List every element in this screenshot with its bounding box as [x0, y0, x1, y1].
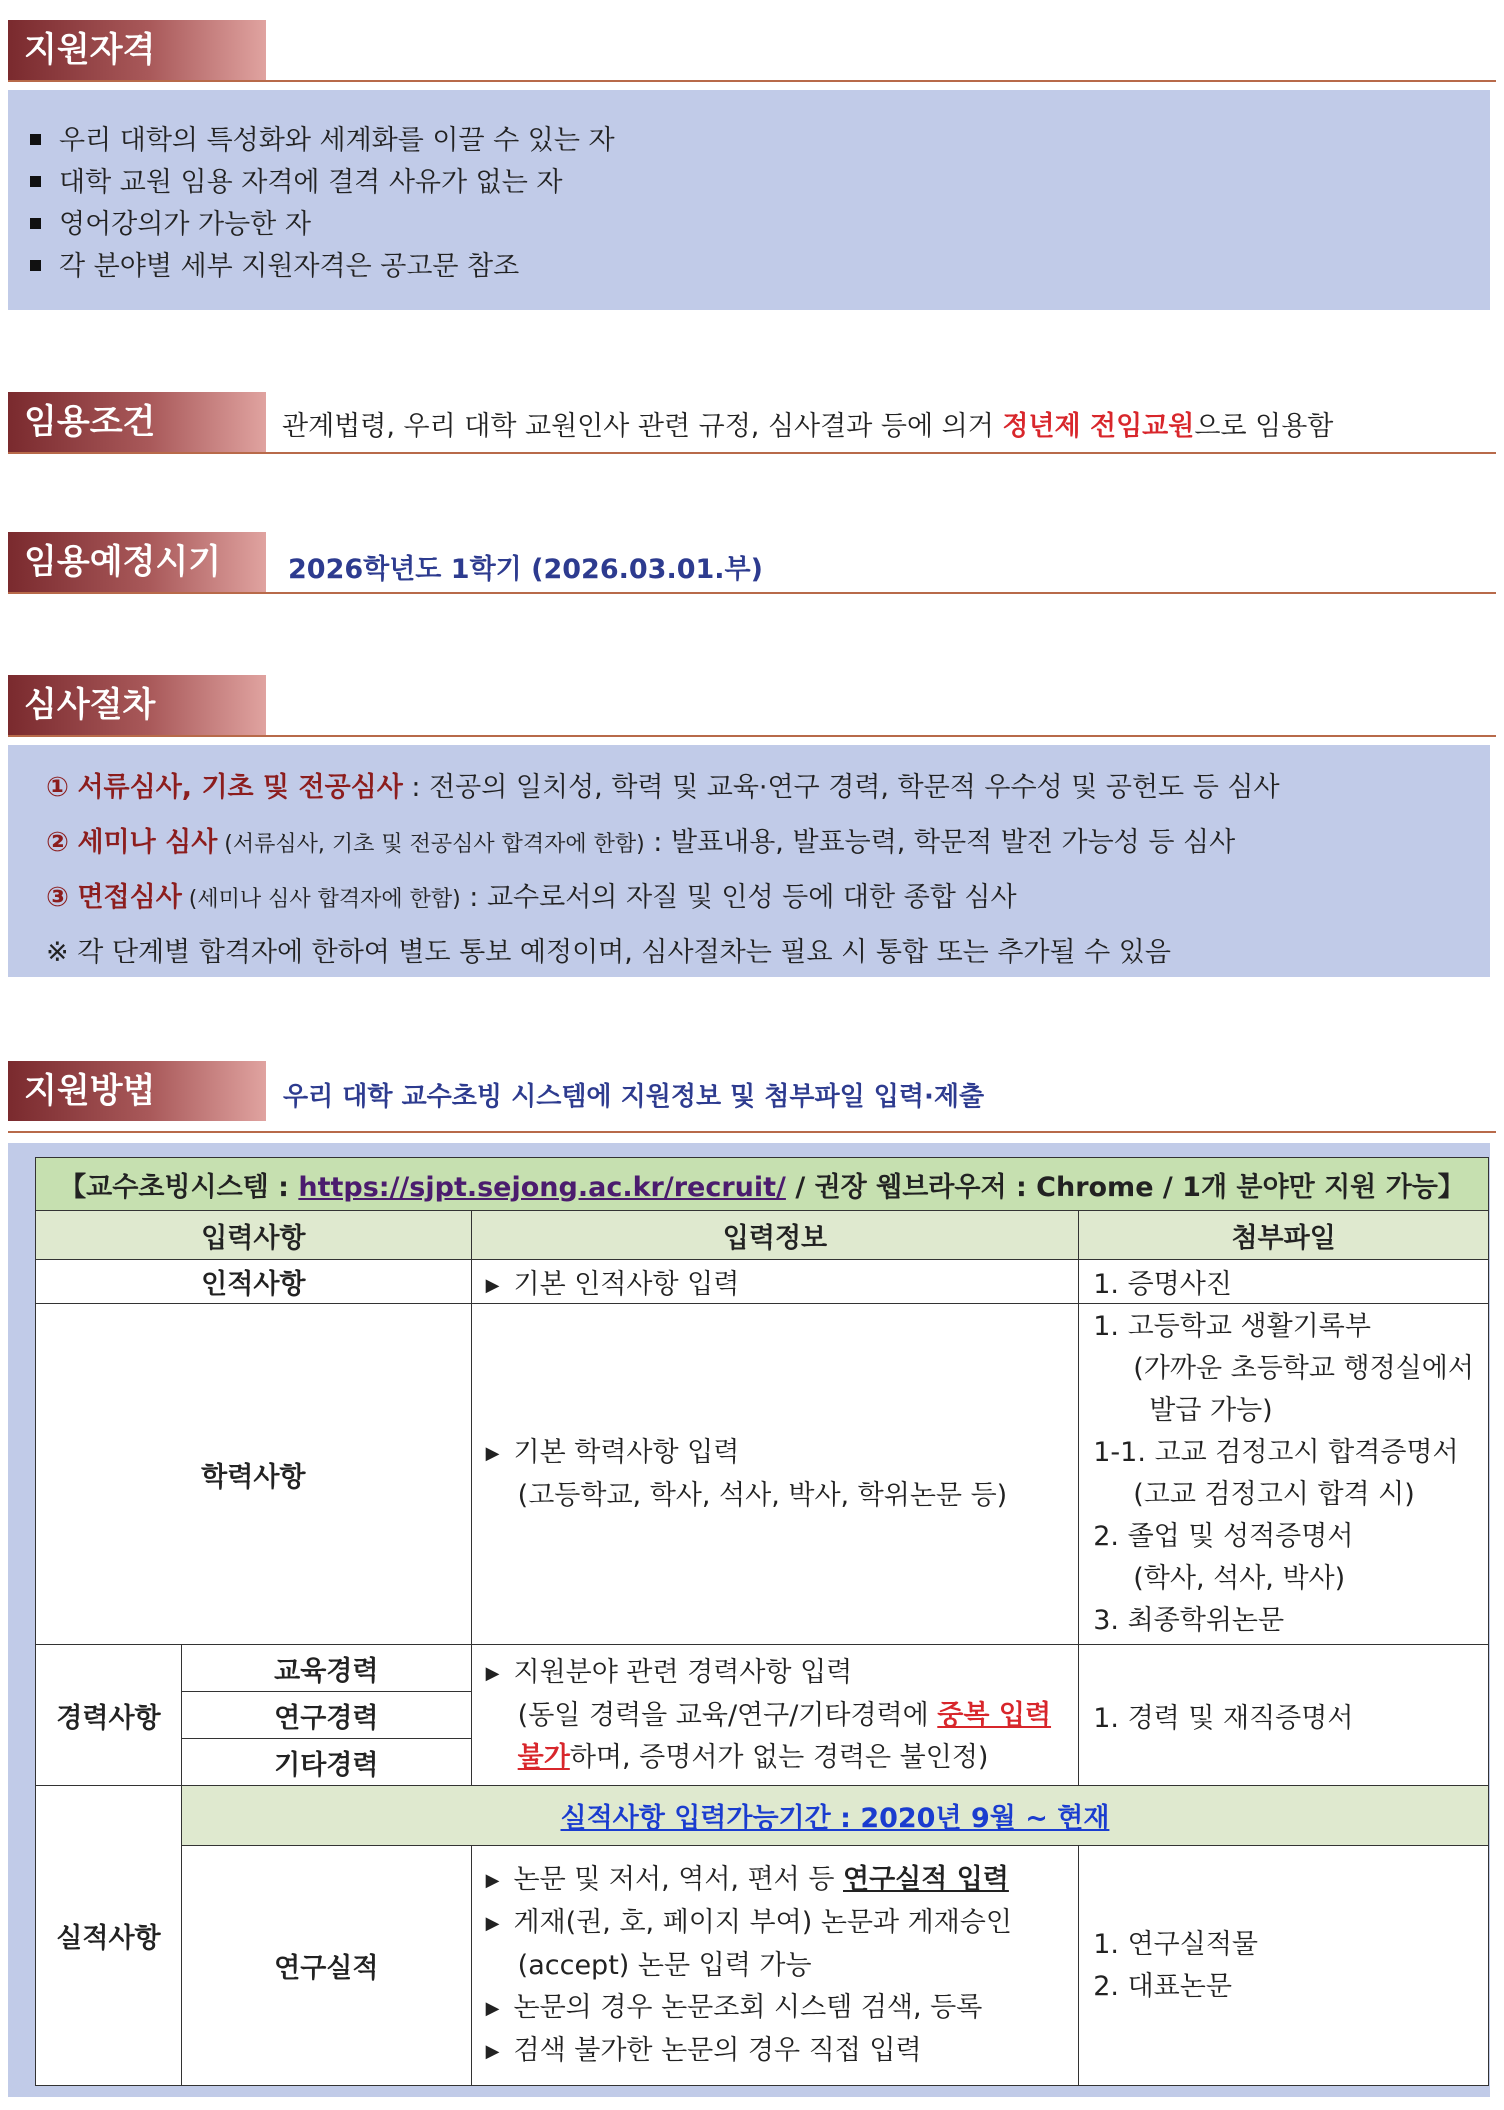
list-item: 대학 교원 임용 자격에 결격 사유가 없는 자 — [30, 162, 615, 204]
row-sublabel: 교육경력 — [181, 1645, 471, 1692]
list-item: 각 분야별 세부 지원자격은 공고문 참조 — [30, 246, 615, 288]
appointment-text: 관계법령, 우리 대학 교원인사 관련 규정, 심사결과 등에 의거 정년제 전임교원으로 임용함 — [282, 411, 1334, 442]
section-title-qualification: 지원자격 — [8, 20, 266, 80]
divider — [8, 80, 1496, 82]
application-table — [35, 1157, 1489, 2086]
divider — [8, 735, 1496, 737]
bullet-icon — [30, 260, 41, 271]
triangle-bullet-icon: ▶ — [485, 1442, 500, 1464]
row-label: 인적사항 — [36, 1260, 472, 1304]
table-row — [36, 1304, 1489, 1645]
period-banner: 실적사항 입력가능기간 : 2020년 9월 ~ 현재 — [181, 1786, 1488, 1846]
cell: 1. 경력 및 재직증명서 — [1079, 1645, 1489, 1786]
review-panel — [8, 745, 1490, 977]
triangle-bullet-icon: ▶ — [485, 1662, 500, 1684]
list-item: 우리 대학의 특성화와 세계화를 이끌 수 있는 자 — [30, 120, 615, 162]
review-step: ① 서류심사, 기초 및 전공심사 : 전공의 일치성, 학력 및 교육·연구 경력, 학문적 우수성 및 공헌도 등 심사 — [46, 772, 1280, 803]
section-title-appointment: 임용조건 — [8, 392, 266, 452]
cell: ▶ 기본 학력사항 입력 (고등학교, 학사, 석사, 박사, 학위논문 등) — [471, 1304, 1079, 1645]
review-footnote: ※ 각 단계별 합격자에 한하여 별도 통보 예정이며, 심사절차는 필요 시 통합 또는 추가될 수 있음 — [46, 937, 1171, 968]
row-sublabel: 연구실적 — [181, 1846, 471, 2086]
triangle-bullet-icon: ▶ — [485, 1912, 500, 1934]
cell: ▶ 지원분야 관련 경력사항 입력 (동일 경력을 교육/연구/기타경력에 중복 입력 불가하며, 증명서가 없는 경력은 불인정) — [471, 1645, 1079, 1786]
divider — [8, 592, 1496, 594]
bullet-icon — [30, 176, 41, 187]
list-item: 영어강의가 가능한 자 — [30, 204, 615, 246]
cell: ▶ 기본 인적사항 입력 — [471, 1260, 1079, 1304]
column-header: 입력사항 — [36, 1211, 472, 1260]
section-title-review: 심사절차 — [8, 675, 266, 735]
triangle-bullet-icon: ▶ — [485, 1869, 500, 1891]
cell: 1. 증명사진 — [1079, 1260, 1489, 1304]
table-row — [36, 1211, 1489, 1260]
recruit-link[interactable]: https://sjpt.sejong.ac.kr/recruit/ — [298, 1171, 786, 1203]
row-label: 학력사항 — [36, 1304, 472, 1645]
column-header: 첨부파일 — [1079, 1211, 1489, 1260]
column-header: 입력정보 — [471, 1211, 1079, 1260]
triangle-bullet-icon: ▶ — [485, 1997, 500, 2019]
table-row — [36, 1260, 1489, 1304]
triangle-bullet-icon: ▶ — [485, 2040, 500, 2062]
table-row — [36, 1846, 1489, 2086]
system-banner: 【교수초빙시스템 : https://sjpt.sejong.ac.kr/recruit/ / 권장 웹브라우저 : Chrome / 1개 분야만 지원 가능】 — [36, 1158, 1489, 1211]
row-sublabel: 연구경력 — [181, 1692, 471, 1739]
review-step: ② 세미나 심사 (서류심사, 기초 및 전공심사 합격자에 한함) : 발표내용, 발표능력, 학문적 발전 가능성 등 심사 — [46, 827, 1236, 858]
qualification-panel — [8, 90, 1490, 310]
qualification-list — [30, 120, 615, 288]
schedule-text: 2026학년도 1학기 (2026.03.01.부) — [288, 554, 763, 585]
bullet-icon — [30, 134, 41, 145]
table-row — [36, 1158, 1489, 1211]
method-text: 우리 대학 교수초빙 시스템에 지원정보 및 첨부파일 입력·제출 — [283, 1082, 985, 1112]
triangle-bullet-icon: ▶ — [485, 1275, 500, 1296]
row-label: 경력사항 — [36, 1645, 182, 1786]
section-title-schedule: 임용예정시기 — [8, 532, 266, 592]
review-step: ③ 면접심사 (세미나 심사 합격자에 한함) : 교수로서의 자질 및 인성 등에 대한 종합 심사 — [46, 882, 1017, 913]
divider — [8, 452, 1496, 454]
row-sublabel: 기타경력 — [181, 1739, 471, 1786]
row-label: 실적사항 — [36, 1786, 182, 2086]
section-title-method: 지원방법 — [8, 1061, 266, 1121]
table-row — [36, 1786, 1489, 1846]
cell: 1. 연구실적물 2. 대표논문 — [1079, 1846, 1489, 2086]
bullet-icon — [30, 218, 41, 229]
cell: ▶ 논문 및 저서, 역서, 편서 등 연구실적 입력 ▶ 게재(권, 호, 페이지 부여) 논문과 게재승인 (accept) 논문 입력 가능 ▶ 논문의 경우 논문조회 시스템 검색, 등록 ▶ 검색 불가한 논문의 경우 직접 입력 — [471, 1846, 1079, 2086]
divider — [8, 1131, 1496, 1133]
table-row — [36, 1645, 1489, 1692]
cell: 1. 고등학교 생활기록부 (가까운 초등학교 행정실에서 발급 가능) 1-1. 고교 검정고시 합격증명서 (고교 검정고시 합격 시) 2. 졸업 및 성적증명서 (학사, 석사, 박사) 3. 최종학위논문 — [1079, 1304, 1489, 1645]
